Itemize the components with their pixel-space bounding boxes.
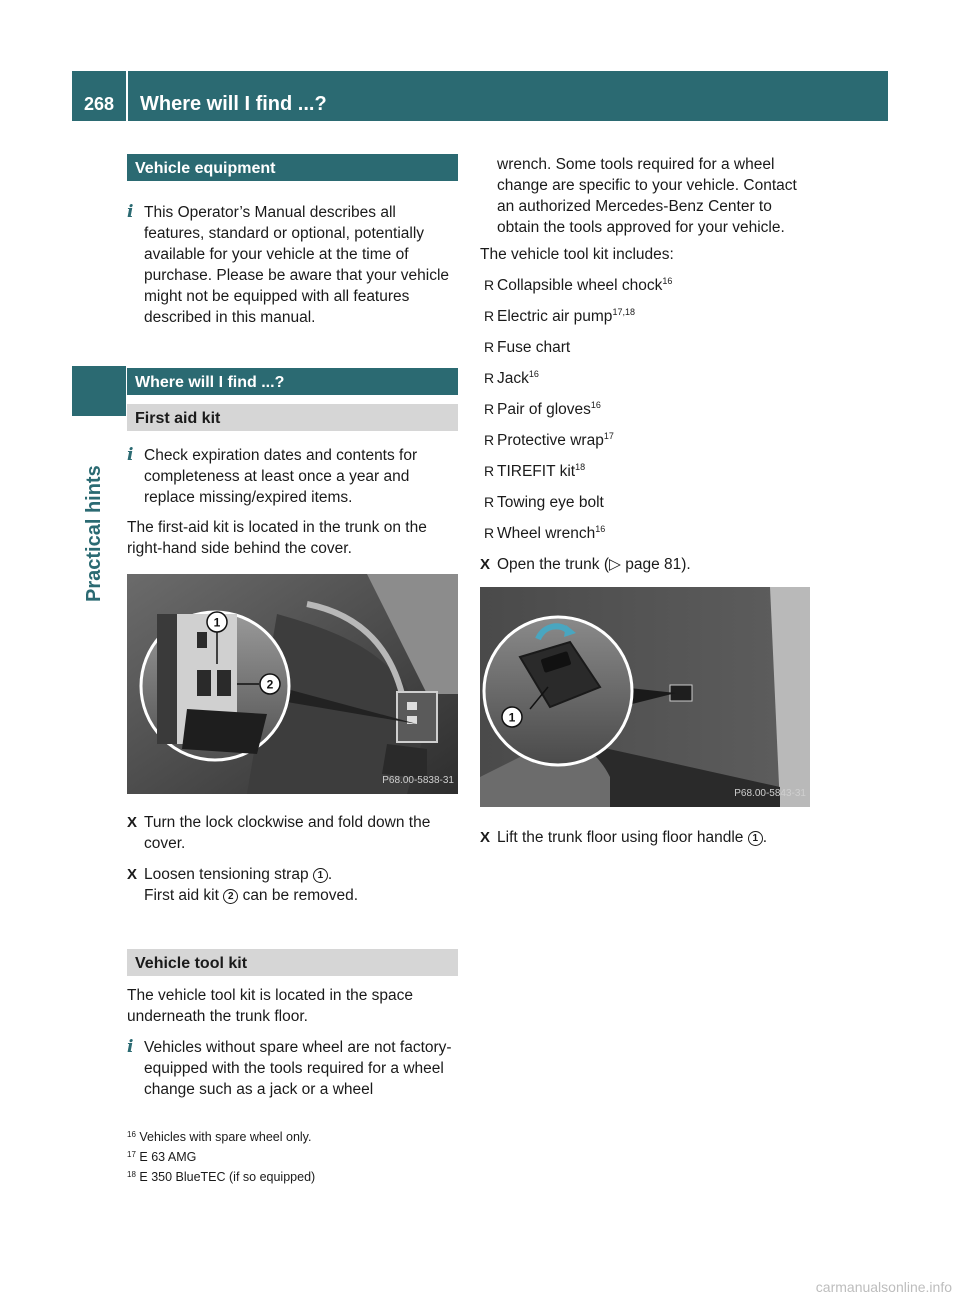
right-column (480, 150, 810, 848)
step-text: Lift the trunk floor using floor handle (497, 829, 744, 846)
footnote-number: 16 (127, 1130, 136, 1139)
info-icon: i (127, 202, 134, 222)
bullet-icon: R (484, 339, 495, 355)
footnote-ref: 17 (603, 431, 614, 441)
image-code: P68.00-5838-31 (382, 775, 454, 786)
section-heading-vehicle-equipment: Vehicle equipment (127, 154, 458, 181)
list-item (480, 399, 810, 420)
step-text-punct: . (762, 829, 768, 846)
list-item-text: Collapsible wheel chock (497, 277, 663, 294)
tool-kit-includes: The vehicle tool kit includes: (480, 246, 674, 263)
list-item (480, 337, 810, 358)
footnote-text: E 350 BlueTEC (if so equipped) (139, 1170, 316, 1184)
step-text: First aid kit (144, 887, 219, 904)
info-icon: i (127, 445, 134, 465)
bullet-icon: R (484, 308, 495, 324)
tool-kit-location: The vehicle tool kit is located in the space underneath the trunk floor. (127, 987, 414, 1025)
info-text: This Operator’s Manual describes all features, standard or optional, potentially available for your vehicle at the time of purchase. Please be aware that your vehicle might not be equipped with all features described in this manual. (144, 204, 450, 326)
step-arrow-icon: X (480, 829, 491, 846)
step-text: Loosen tensioning strap (144, 866, 309, 883)
bullet-icon: R (484, 401, 495, 417)
callout-ref-1: 1 (313, 868, 328, 883)
step-turn-lock (127, 812, 458, 854)
bullet-icon: R (484, 494, 495, 510)
trunk-floor-photo (480, 587, 810, 807)
list-item-text: Wheel wrench (497, 525, 596, 542)
left-column (127, 150, 458, 1100)
list-item-text: TIREFIT kit (497, 463, 576, 480)
list-item (480, 492, 810, 513)
footnote-ref: 16 (590, 400, 601, 410)
info-icon: i (127, 1037, 134, 1057)
footnote-text: E 63 AMG (139, 1150, 197, 1164)
footnote (127, 1127, 527, 1147)
step-text: Turn the lock clockwise and fold down the cover. (144, 814, 431, 852)
side-tab-label: Practical hints (83, 465, 105, 602)
footnote-ref: 17,18 (612, 307, 635, 317)
bullet-icon: R (484, 370, 495, 386)
callout-ref-2: 2 (223, 889, 238, 904)
step-lift-floor (480, 827, 810, 848)
trunk-floor-illustration (480, 587, 810, 807)
info-note-spare-wheel (127, 1037, 458, 1100)
list-item (480, 430, 810, 451)
callout-1: 1 (508, 710, 516, 725)
info-text: wrench. Some tools required for a wheel change are specific to your vehicle. Contact an authorized Mercedes-Benz Center to obtain the tools approved for your vehicle. (497, 156, 797, 236)
subheading-first-aid: First aid kit (127, 404, 458, 431)
info-text: Check expiration dates and contents for completeness at least once a year and replace missing/expired items. (144, 447, 418, 506)
header-bar (72, 71, 888, 121)
list-item (480, 275, 810, 296)
first-aid-kit-illustration (127, 574, 458, 794)
list-item (480, 461, 810, 482)
bullet-icon: R (484, 463, 495, 479)
footnote-ref: 16 (528, 369, 539, 379)
list-item (480, 306, 810, 327)
step-text: can be removed. (242, 887, 359, 904)
step-text-punct: . (327, 866, 333, 883)
list-item-text: Protective wrap (497, 432, 604, 449)
page-number: 268 (72, 71, 128, 121)
footnote-ref: 16 (595, 524, 606, 534)
image-code: P68.00-5843-31 (734, 788, 806, 799)
step-text: Open the trunk (▷ page 81). (497, 556, 691, 573)
info-note-continued (480, 154, 810, 238)
step-open-trunk (480, 554, 810, 575)
info-text: Vehicles without spare wheel are not factory-equipped with the tools required for a wheel change such as a jack or a wheel (144, 1039, 452, 1098)
tool-kit-list (480, 275, 810, 544)
footnote (127, 1167, 527, 1187)
footnotes (127, 1124, 527, 1187)
bullet-icon: R (484, 525, 495, 541)
info-note-vehicle-equipment (127, 202, 458, 328)
step-arrow-icon: X (127, 866, 138, 883)
list-item (480, 523, 810, 544)
step-arrow-icon: X (480, 556, 491, 573)
list-item-text: Towing eye bolt (497, 494, 604, 511)
list-item-text: Jack (497, 370, 529, 387)
list-item (480, 368, 810, 389)
first-aid-kit-photo (127, 574, 458, 794)
step-loosen-strap (127, 864, 458, 906)
subheading-tool-kit: Vehicle tool kit (127, 949, 458, 976)
page-title: Where will I find ...? (140, 93, 327, 115)
callout-ref-1: 1 (748, 831, 763, 846)
list-item-text: Electric air pump (497, 308, 613, 325)
footnote-number: 18 (127, 1170, 136, 1179)
footnote-ref: 18 (575, 462, 586, 472)
section-heading-where: Where will I find ...? (127, 368, 458, 395)
callout-2: 2 (266, 677, 274, 692)
footnote-number: 17 (127, 1150, 136, 1159)
step-arrow-icon: X (127, 814, 138, 831)
callout-1: 1 (213, 615, 221, 630)
footnote-text: Vehicles with spare wheel only. (139, 1130, 312, 1144)
watermark: carmanualsonline.info (815, 1279, 952, 1295)
list-item-text: Fuse chart (497, 339, 571, 356)
footnote (127, 1147, 527, 1167)
bullet-icon: R (484, 432, 495, 448)
bullet-icon: R (484, 277, 495, 293)
list-item-text: Pair of gloves (497, 401, 591, 418)
info-note-first-aid (127, 445, 458, 508)
first-aid-location: The first-aid kit is located in the trunk on the right-hand side behind the cover. (127, 519, 427, 557)
footnote-ref: 16 (662, 276, 673, 286)
